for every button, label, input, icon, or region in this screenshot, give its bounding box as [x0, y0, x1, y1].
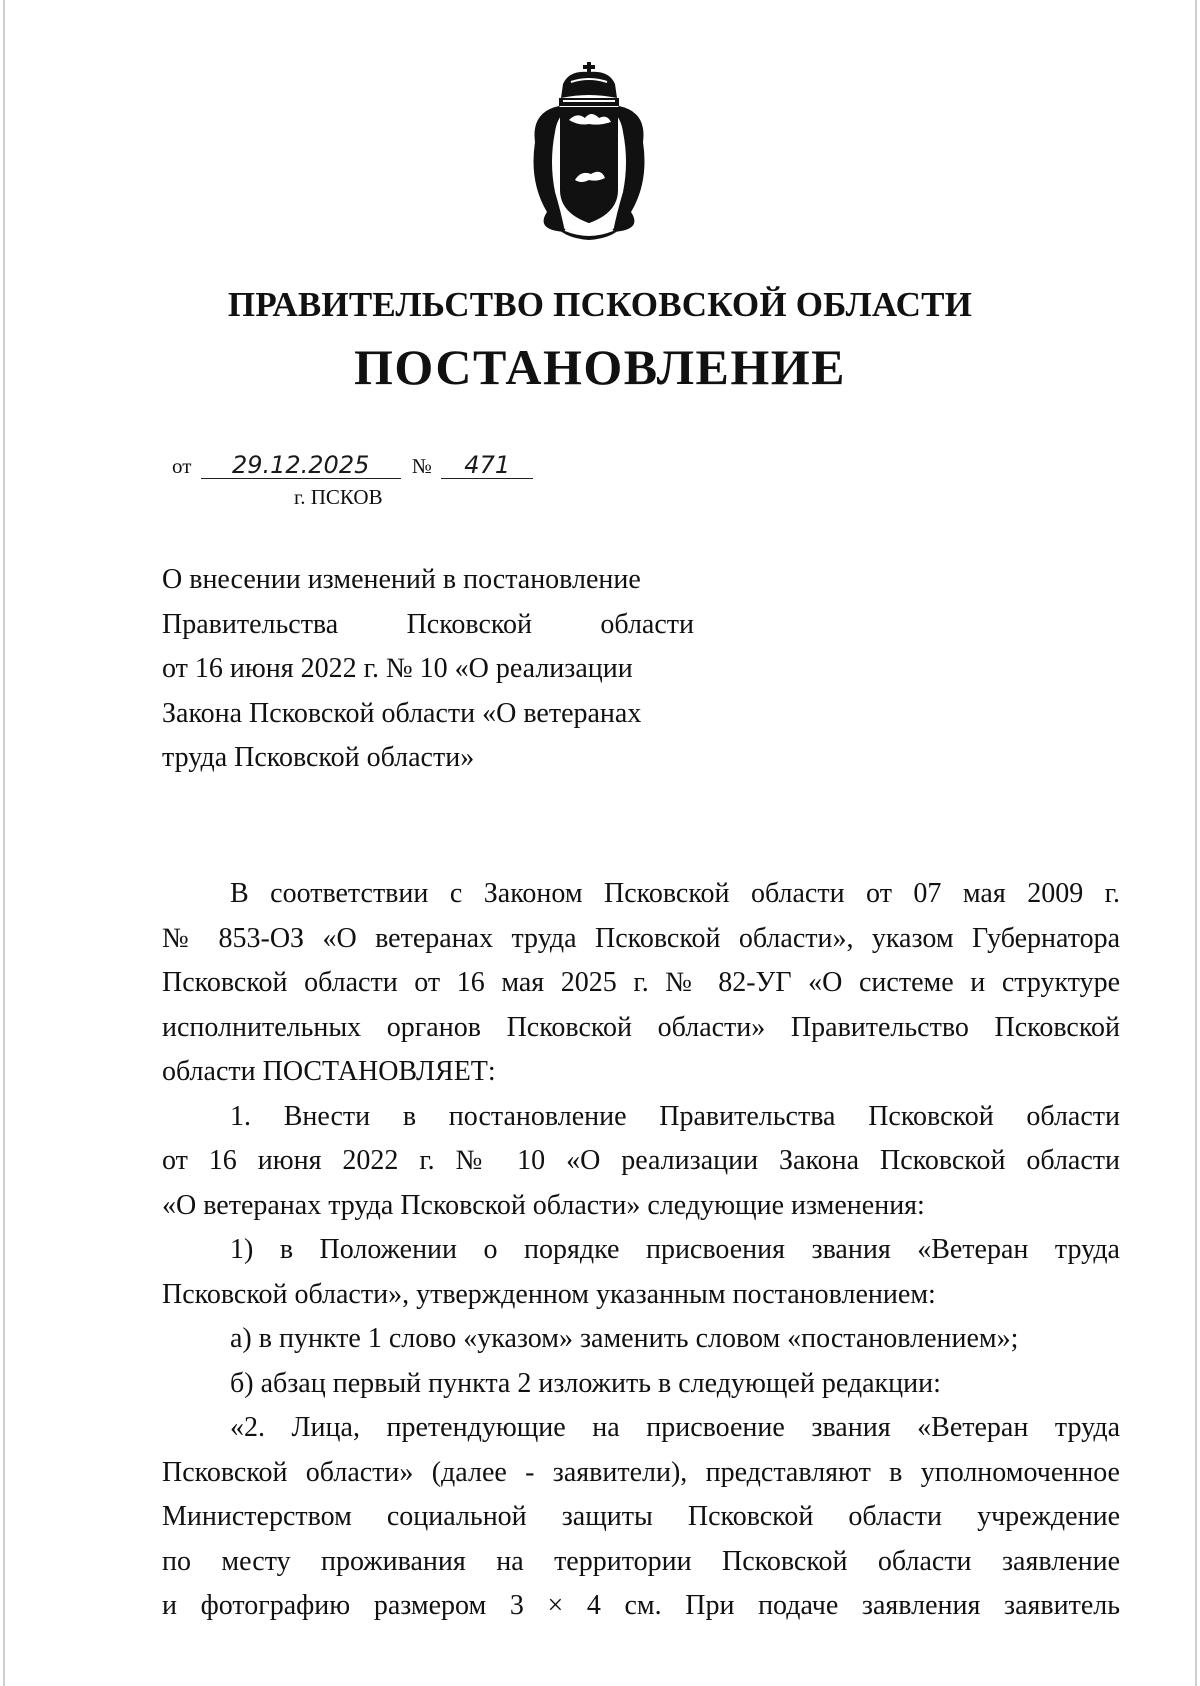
- body-line: Псковской области от 16 мая 2025 г. № 82-УГ «О системе и структуре: [162, 967, 1120, 998]
- body-line: по месту проживания на территории Псковской области заявление: [162, 1545, 1120, 1577]
- body-line: В соответствии с Законом Псковской области от 07 мая 2009 г.: [230, 878, 1120, 909]
- number-label: №: [411, 454, 432, 478]
- subject-line: труда Псковской области»: [162, 742, 475, 773]
- body-line: № 853-ОЗ «О ветеранах труда Псковской области», указом Губернатора: [162, 922, 1120, 954]
- document-date: 29.12.2025: [201, 452, 401, 479]
- body-line: и фотографию размером 3 × 4 см. При подаче заявления заявитель: [162, 1590, 1120, 1621]
- issue-city: г. ПСКОВ: [294, 485, 383, 509]
- body-line: области ПОСТАНОВЛЯЕТ:: [162, 1056, 496, 1087]
- body-line: б) абзац первый пункта 2 изложить в следующей редакции:: [230, 1367, 941, 1399]
- body-line: Псковской области» (далее - заявители), представляют в уполномоченное: [162, 1456, 1120, 1488]
- organization-title: ПРАВИТЕЛЬСТВО ПСКОВСКОЙ ОБЛАСТИ: [227, 285, 973, 324]
- body-line: исполнительных органов Псковской области» Правительство Псковской: [162, 1011, 1120, 1043]
- body-line: а) в пункте 1 слово «указом» заменить словом «постановлением»;: [230, 1323, 1019, 1354]
- document-type-heading: ПОСТАНОВЛЕНИЕ: [354, 339, 846, 395]
- body-line: 1) в Положении о порядке присвоения звания «Ветеран труда: [230, 1234, 1120, 1265]
- pskov-coat-of-arms-icon: [525, 62, 675, 247]
- subject-line: от 16 июня 2022 г. № 10 «О реализации: [162, 653, 633, 684]
- subject-line: Правительства Псковской области: [162, 608, 694, 640]
- body-line: 1. Внести в постановление Правительства Псковской области: [230, 1100, 1120, 1132]
- page-edge-right: [1195, 0, 1197, 1686]
- page-edge-left: [3, 0, 5, 1686]
- document-number: 471: [441, 452, 533, 479]
- subject-line: О внесении изменений в постановление: [162, 564, 641, 595]
- body-line: Министерством социальной защиты Псковской области учреждение: [162, 1501, 1120, 1532]
- document-body: [162, 872, 1120, 1629]
- body-line: «2. Лица, претендующие на присвоение звания «Ветеран труда: [230, 1412, 1120, 1443]
- document-meta-line: [172, 452, 533, 479]
- body-line: «О ветеранах труда Псковской области» следующие изменения:: [162, 1189, 925, 1221]
- date-prefix: от: [172, 454, 192, 478]
- document-subject: [162, 558, 694, 781]
- subject-line: Закона Псковской области «О ветеранах: [162, 697, 642, 729]
- body-line: от 16 июня 2022 г. № 10 «О реализации Закона Псковской области: [162, 1145, 1120, 1176]
- body-line: Псковской области», утвержденном указанным постановлением:: [162, 1278, 936, 1310]
